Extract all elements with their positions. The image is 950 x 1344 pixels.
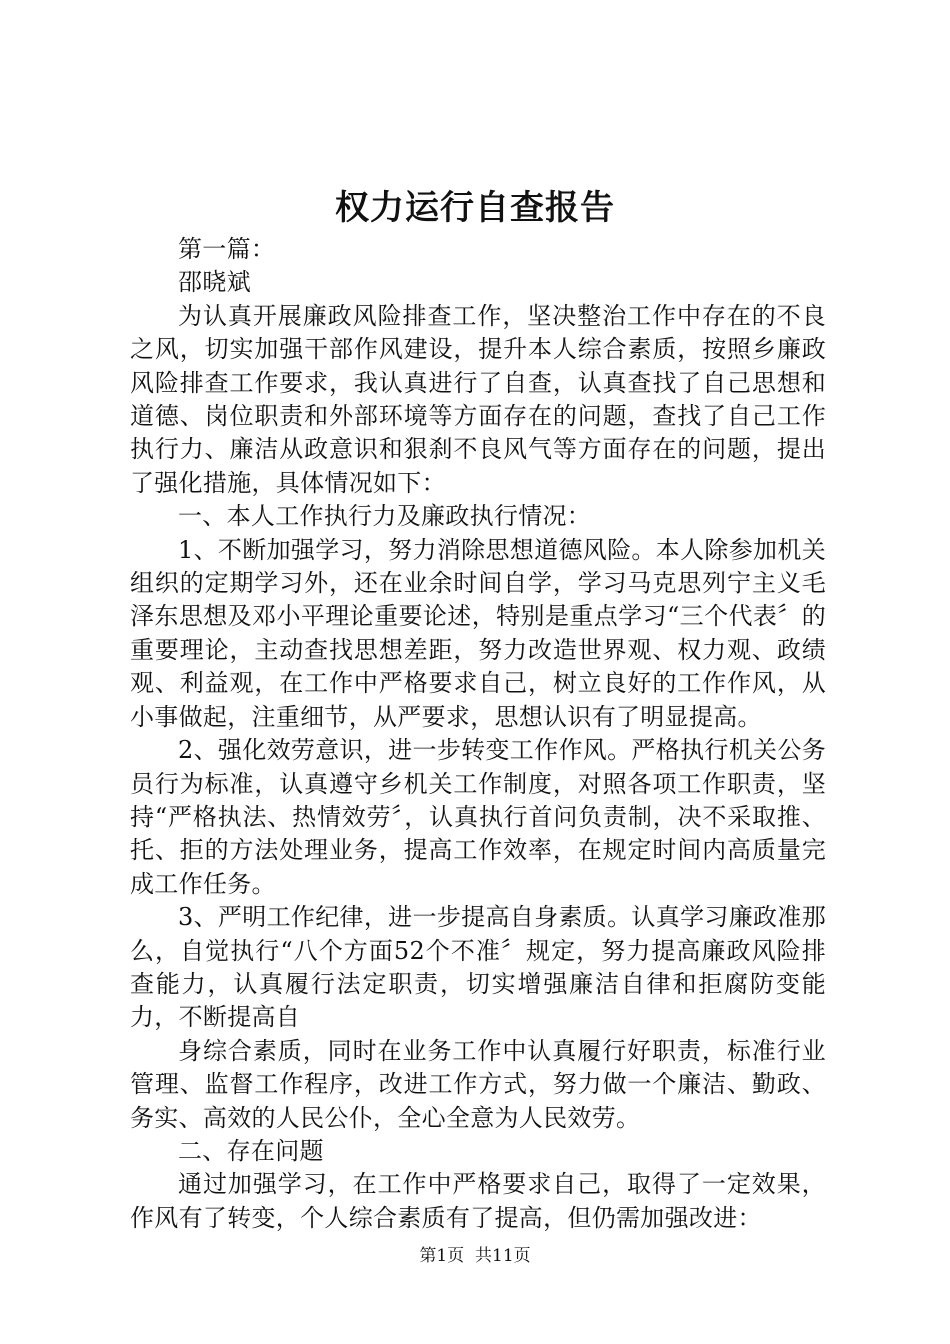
paragraph: 一、本人工作执行力及廉政执行情况： [178,502,592,531]
paragraph: 通过加强学习，在工作中严格要求自己，取得了一定效果，作风有了转变，个人综合素质有了提高，但仍需加强改进： [130,1170,826,1232]
paragraph: 邵晓斌 [178,268,251,297]
document-title: 权力运行自查报告 [335,188,615,228]
page-number: 第1页 [419,1246,465,1266]
document-body [130,233,826,1235]
paragraph: 2、强化效劳意识，进一步转变工作作风。严格执行机关公务员行为标准，认真遵守乡机关工作制度，对照各项工作职责，坚持“严格执法、热情效劳〞，认真执行首问负责制，决不采取推、托、拒的方法处理业务，提高工作效率，在规定时间内高质量完成工作任务。 [130,736,826,898]
paragraph: 3、严明工作纪律，进一步提高自身素质。认真学习廉政准那么，自觉执行“八个方面52个不准〞规定，努力提高廉政风险排查能力，认真履行法定职责，切实增强廉洁自律和拒腐防变能力，不断提高自 [130,903,826,1032]
paragraph: 1、不断加强学习，努力消除思想道德风险。本人除参加机关组织的定期学习外，还在业余时间自学，学习马克思列宁主义毛泽东思想及邓小平理论重要论述，特别是重点学习“三个代表〞的重要理论，主动查找思想差距，努力改造世界观、权力观、政绩观、利益观，在工作中严格要求自己，树立良好的工作作风，从小事做起，注重细节，从严要求，思想认识有了明显提高。 [130,535,826,731]
page-footer [0,1244,950,1268]
paragraph: 二、存在问题 [178,1136,324,1165]
paragraph: 为认真开展廉政风险排查工作，坚决整治工作中存在的不良之风，切实加强干部作风建设，提升本人综合素质，按照乡廉政风险排查工作要求，我认真进行了自查，认真查找了自己思想和道德、岗位职责和外部环境等方面存在的问题，查找了自己工作执行力、廉洁从政意识和狠刹不良风气等方面存在的问题，提出了强化措施，具体情况如下： [130,301,826,497]
page-total: 共11页 [475,1246,531,1266]
paragraph: 第一篇： [178,235,276,263]
paragraph: 身综合素质，同时在业务工作中认真履行好职责，标准行业管理、监督工作程序，改进工作方式，努力做一个廉洁、勤政、务实、高效的人民公仆，全心全意为人民效劳。 [130,1036,826,1132]
